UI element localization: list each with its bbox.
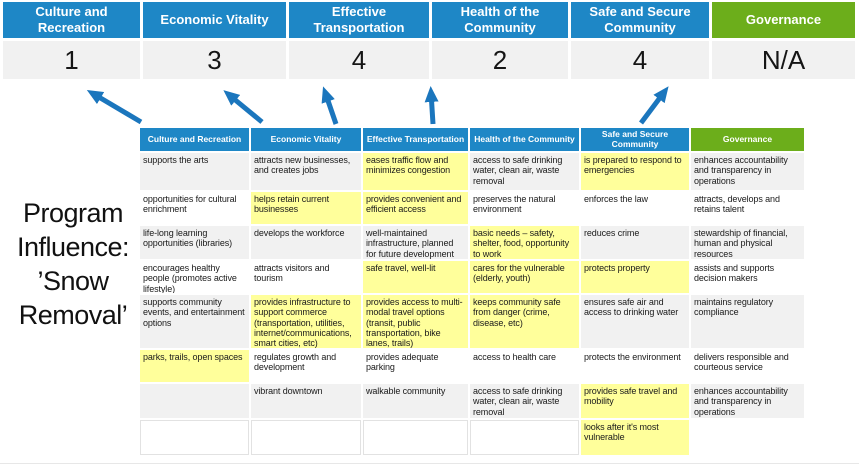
matrix-cell: access to safe drinking water, clean air, waste removal xyxy=(470,153,579,190)
matrix-header-2: Effective Transportation xyxy=(363,128,468,151)
matrix-cell: looks after it's most vulnerable xyxy=(581,420,689,455)
matrix-cell: delivers responsible and courteous service xyxy=(691,350,804,382)
matrix-cell: assists and supports decision makers xyxy=(691,261,804,293)
matrix-cell: regulates growth and development xyxy=(251,350,361,382)
matrix-cell: reduces crime xyxy=(581,226,689,259)
up-arrow-icon xyxy=(92,93,141,122)
matrix-cell xyxy=(470,420,579,455)
matrix-cell: is prepared to respond to emergencies xyxy=(581,153,689,190)
summary-category-governance: Governance xyxy=(712,2,855,38)
matrix-cell: provides access to multi-modal travel options (transit, public transportation, bike lanes, trails) xyxy=(363,295,468,348)
summary-score-culture-and-recreation: 1 xyxy=(3,41,140,79)
matrix-cell: vibrant downtown xyxy=(251,384,361,418)
summary-bar xyxy=(3,2,855,79)
matrix-cell: enforces the law xyxy=(581,192,689,224)
matrix-cell xyxy=(140,420,249,455)
summary-category-effective-transportation: Effective Transportation xyxy=(289,2,429,38)
matrix-cell: safe travel, well-lit xyxy=(363,261,468,293)
summary-score-governance: N/A xyxy=(712,41,855,79)
matrix-cell: preserves the natural environment xyxy=(470,192,579,224)
matrix-cell: provides safe travel and mobility xyxy=(581,384,689,418)
matrix-cell: maintains regulatory compliance xyxy=(691,295,804,348)
summary-score-safe-and-secure-community: 4 xyxy=(571,41,709,79)
matrix-cell: enhances accountability and transparency in operations xyxy=(691,384,804,418)
matrix-cell: cares for the vulnerable (elderly, youth) xyxy=(470,261,579,293)
matrix-cell: develops the workforce xyxy=(251,226,361,259)
summary-category-culture-and-recreation: Culture and Recreation xyxy=(3,2,140,38)
matrix-cell: provides infrastructure to support commerce (transportation, utilities, internet/communications, smart cities, etc) xyxy=(251,295,361,348)
matrix-cell: attracts new businesses, and creates jobs xyxy=(251,153,361,190)
matrix-cell: access to safe drinking water, clean air, waste removal xyxy=(470,384,579,418)
summary-category-safe-and-secure-community: Safe and Secure Community xyxy=(571,2,709,38)
summary-score-economic-vitality: 3 xyxy=(143,41,286,79)
summary-score-effective-transportation: 4 xyxy=(289,41,429,79)
matrix-cell xyxy=(363,420,468,455)
matrix-cell: attracts, develops and retains talent xyxy=(691,192,804,224)
matrix-cell: provides convenient and efficient access xyxy=(363,192,468,224)
matrix-header-3: Health of the Community xyxy=(470,128,579,151)
matrix-header-4: Safe and Secure Community xyxy=(581,128,689,151)
summary-category-health-of-the-community: Health of the Community xyxy=(432,2,568,38)
matrix-cell: eases traffic flow and minimizes congestion xyxy=(363,153,468,190)
matrix-header-5: Governance xyxy=(691,128,804,151)
program-influence-label xyxy=(0,196,146,332)
program-label-line: Removal’ xyxy=(18,300,128,331)
matrix-cell: supports the arts xyxy=(140,153,249,190)
matrix-cell: basic needs – safety, shelter, food, opportunity to work xyxy=(470,226,579,259)
matrix-header-0: Culture and Recreation xyxy=(140,128,249,151)
matrix-cell: protects property xyxy=(581,261,689,293)
program-label-line: ’Snow xyxy=(37,266,109,297)
matrix-cell: ensures safe air and access to drinking water xyxy=(581,295,689,348)
matrix-cell: access to health care xyxy=(470,350,579,382)
program-label-line: Influence: xyxy=(16,232,130,263)
up-arrow-icon xyxy=(325,92,336,124)
matrix-cell xyxy=(251,420,361,455)
matrix-cell: attracts visitors and tourism xyxy=(251,261,361,293)
up-arrow-icon xyxy=(641,91,665,123)
program-label-line: Program xyxy=(22,198,124,228)
matrix-cell: parks, trails, open spaces xyxy=(140,350,249,382)
matrix-cell: helps retain current businesses xyxy=(251,192,361,224)
up-arrow-icon xyxy=(431,92,433,124)
influence-matrix xyxy=(140,128,804,455)
matrix-cell: provides adequate parking xyxy=(363,350,468,382)
matrix-cell xyxy=(691,420,804,455)
up-arrow-icon xyxy=(228,94,262,122)
matrix-cell: stewardship of financial, human and physical resources xyxy=(691,226,804,259)
matrix-cell: encourages healthy people (promotes active lifestyle) xyxy=(140,261,249,293)
matrix-cell: keeps community safe from danger (crime, disease, etc) xyxy=(470,295,579,348)
summary-score-health-of-the-community: 2 xyxy=(432,41,568,79)
matrix-cell: opportunities for cultural enrichment xyxy=(140,192,249,224)
matrix-cell: life-long learning opportunities (libraries) xyxy=(140,226,249,259)
matrix-cell: supports community events, and entertainment options xyxy=(140,295,249,348)
summary-category-economic-vitality: Economic Vitality xyxy=(143,2,286,38)
matrix-cell: well-maintained infrastructure, planned for future development xyxy=(363,226,468,259)
matrix-cell: walkable community xyxy=(363,384,468,418)
matrix-cell: protects the environment xyxy=(581,350,689,382)
matrix-cell: enhances accountability and transparency in operations xyxy=(691,153,804,190)
matrix-cell xyxy=(140,384,249,418)
matrix-header-1: Economic Vitality xyxy=(251,128,361,151)
